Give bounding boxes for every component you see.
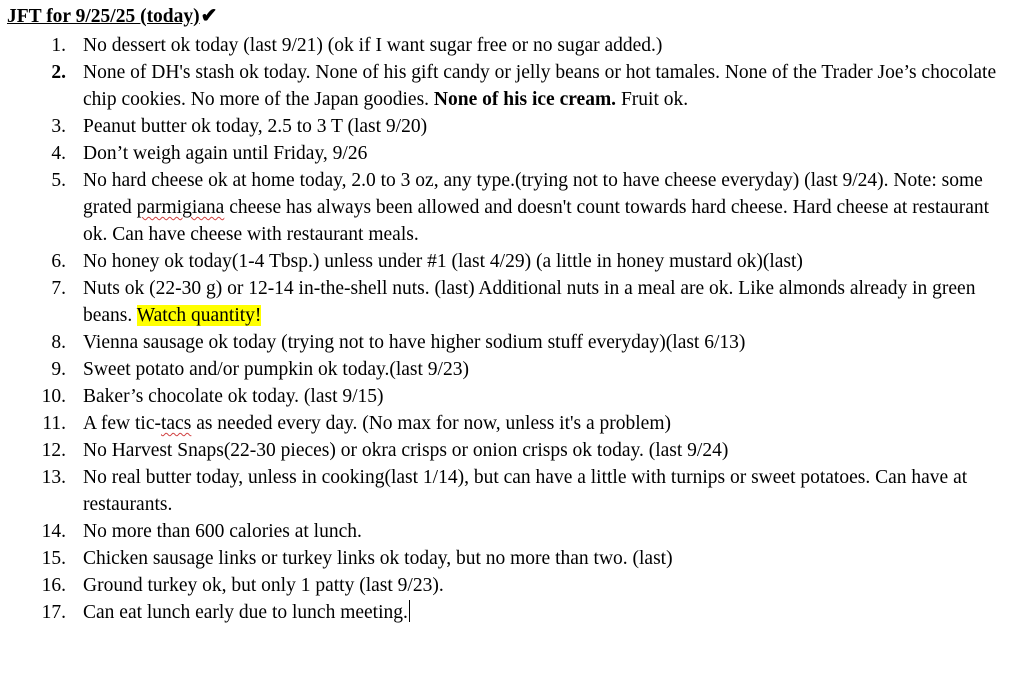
item-text: No dessert ok today (last 9/21) (ok if I want sugar free or no sugar added.) bbox=[83, 35, 663, 56]
list-number: 15. bbox=[41, 548, 66, 569]
list-number: 13. bbox=[41, 467, 66, 488]
item-text: Can eat lunch early due to lunch meeting. bbox=[83, 602, 408, 623]
item-text: Fruit ok. bbox=[616, 89, 689, 110]
list-item[interactable] bbox=[0, 113, 1017, 140]
document-title bbox=[7, 3, 217, 30]
list-number: 7. bbox=[51, 278, 66, 299]
highlighted-text: Watch quantity! bbox=[136, 305, 262, 326]
item-text: Nuts ok (22-30 g) or 12-14 in-the-shell nuts. (last) Additional nuts in a meal are ok. Like almonds already in green beans. bbox=[83, 278, 976, 326]
list-item[interactable] bbox=[0, 248, 1017, 275]
list-number: 3. bbox=[51, 116, 66, 137]
item-text: No honey ok today(1-4 Tbsp.) unless under #1 (last 4/29) (a little in honey mustard ok)(last) bbox=[83, 251, 803, 272]
item-text: Baker’s chocolate ok today. (last 9/15) bbox=[83, 386, 384, 407]
list-item[interactable] bbox=[0, 464, 1017, 518]
title-text: JFT for 9/25/25 (today) bbox=[7, 6, 200, 27]
list-item[interactable] bbox=[0, 140, 1017, 167]
list-item[interactable] bbox=[0, 356, 1017, 383]
item-text: No Harvest Snaps(22-30 pieces) or okra crisps or onion crisps ok today. (last 9/24) bbox=[83, 440, 729, 461]
item-text: None of DH's stash ok today. None of his gift candy or jelly beans or hot tamales. None of the Trader Joe’s chocolate chip cookies. No more of the Japan goodies. bbox=[83, 62, 997, 110]
list-number: 11. bbox=[42, 413, 66, 434]
spellcheck-word[interactable]: parmigiana bbox=[136, 197, 225, 218]
bold-text: None of his ice cream. bbox=[433, 89, 617, 110]
item-text: cheese has always been allowed and doesn't count towards hard cheese. Hard cheese at restaurant ok. Can have cheese with restaurant meals. bbox=[83, 197, 990, 245]
list-item[interactable] bbox=[0, 32, 1017, 59]
item-text: No more than 600 calories at lunch. bbox=[83, 521, 362, 542]
checkmark-icon: ✔ bbox=[200, 5, 218, 27]
item-text: Peanut butter ok today, 2.5 to 3 T (last 9/20) bbox=[83, 116, 428, 137]
list-number: 2. bbox=[51, 62, 66, 83]
list-item[interactable] bbox=[0, 329, 1017, 356]
text-cursor bbox=[409, 600, 410, 622]
list-item[interactable] bbox=[0, 167, 1017, 248]
list-number: 4. bbox=[51, 143, 66, 164]
item-text: No hard cheese ok at home today, 2.0 to 3 oz, any type.(trying not to have cheese everyday) (last 9/24). Note: some grated bbox=[83, 170, 983, 218]
list-item[interactable] bbox=[0, 59, 1017, 113]
item-text: Chicken sausage links or turkey links ok today, but no more than two. (last) bbox=[83, 548, 673, 569]
item-text: Ground turkey ok, but only 1 patty (last 9/23). bbox=[83, 575, 444, 596]
list-number: 12. bbox=[41, 440, 66, 461]
item-text: No real butter today, unless in cooking(last 1/14), but can have a little with turnips or sweet potatoes. Can have at restaurants. bbox=[83, 467, 968, 515]
item-text: Vienna sausage ok today (trying not to have higher sodium stuff everyday)(last 6/13) bbox=[83, 332, 746, 353]
spellcheck-word[interactable]: tacs bbox=[160, 413, 192, 434]
list-number: 8. bbox=[51, 332, 66, 353]
item-text: as needed every day. (No max for now, unless it's a problem) bbox=[191, 413, 671, 434]
item-text: A few tic- bbox=[83, 413, 161, 434]
list-number: 1. bbox=[51, 35, 66, 56]
list-number: 6. bbox=[51, 251, 66, 272]
list-number: 17. bbox=[41, 602, 66, 623]
numbered-list bbox=[0, 32, 1017, 626]
list-number: 14. bbox=[41, 521, 66, 542]
list-item[interactable] bbox=[0, 410, 1017, 437]
item-text: Don’t weigh again until Friday, 9/26 bbox=[83, 143, 368, 164]
list-number: 16. bbox=[41, 575, 66, 596]
list-number: 10. bbox=[41, 386, 66, 407]
list-item[interactable] bbox=[0, 572, 1017, 599]
list-item[interactable] bbox=[0, 545, 1017, 572]
list-item[interactable] bbox=[0, 437, 1017, 464]
list-item[interactable] bbox=[0, 518, 1017, 545]
list-number: 5. bbox=[51, 170, 66, 191]
list-number: 9. bbox=[51, 359, 66, 380]
list-item[interactable] bbox=[0, 275, 1017, 329]
list-item[interactable] bbox=[0, 599, 1017, 626]
list-item[interactable] bbox=[0, 383, 1017, 410]
item-text: Sweet potato and/or pumpkin ok today.(last 9/23) bbox=[83, 359, 469, 380]
